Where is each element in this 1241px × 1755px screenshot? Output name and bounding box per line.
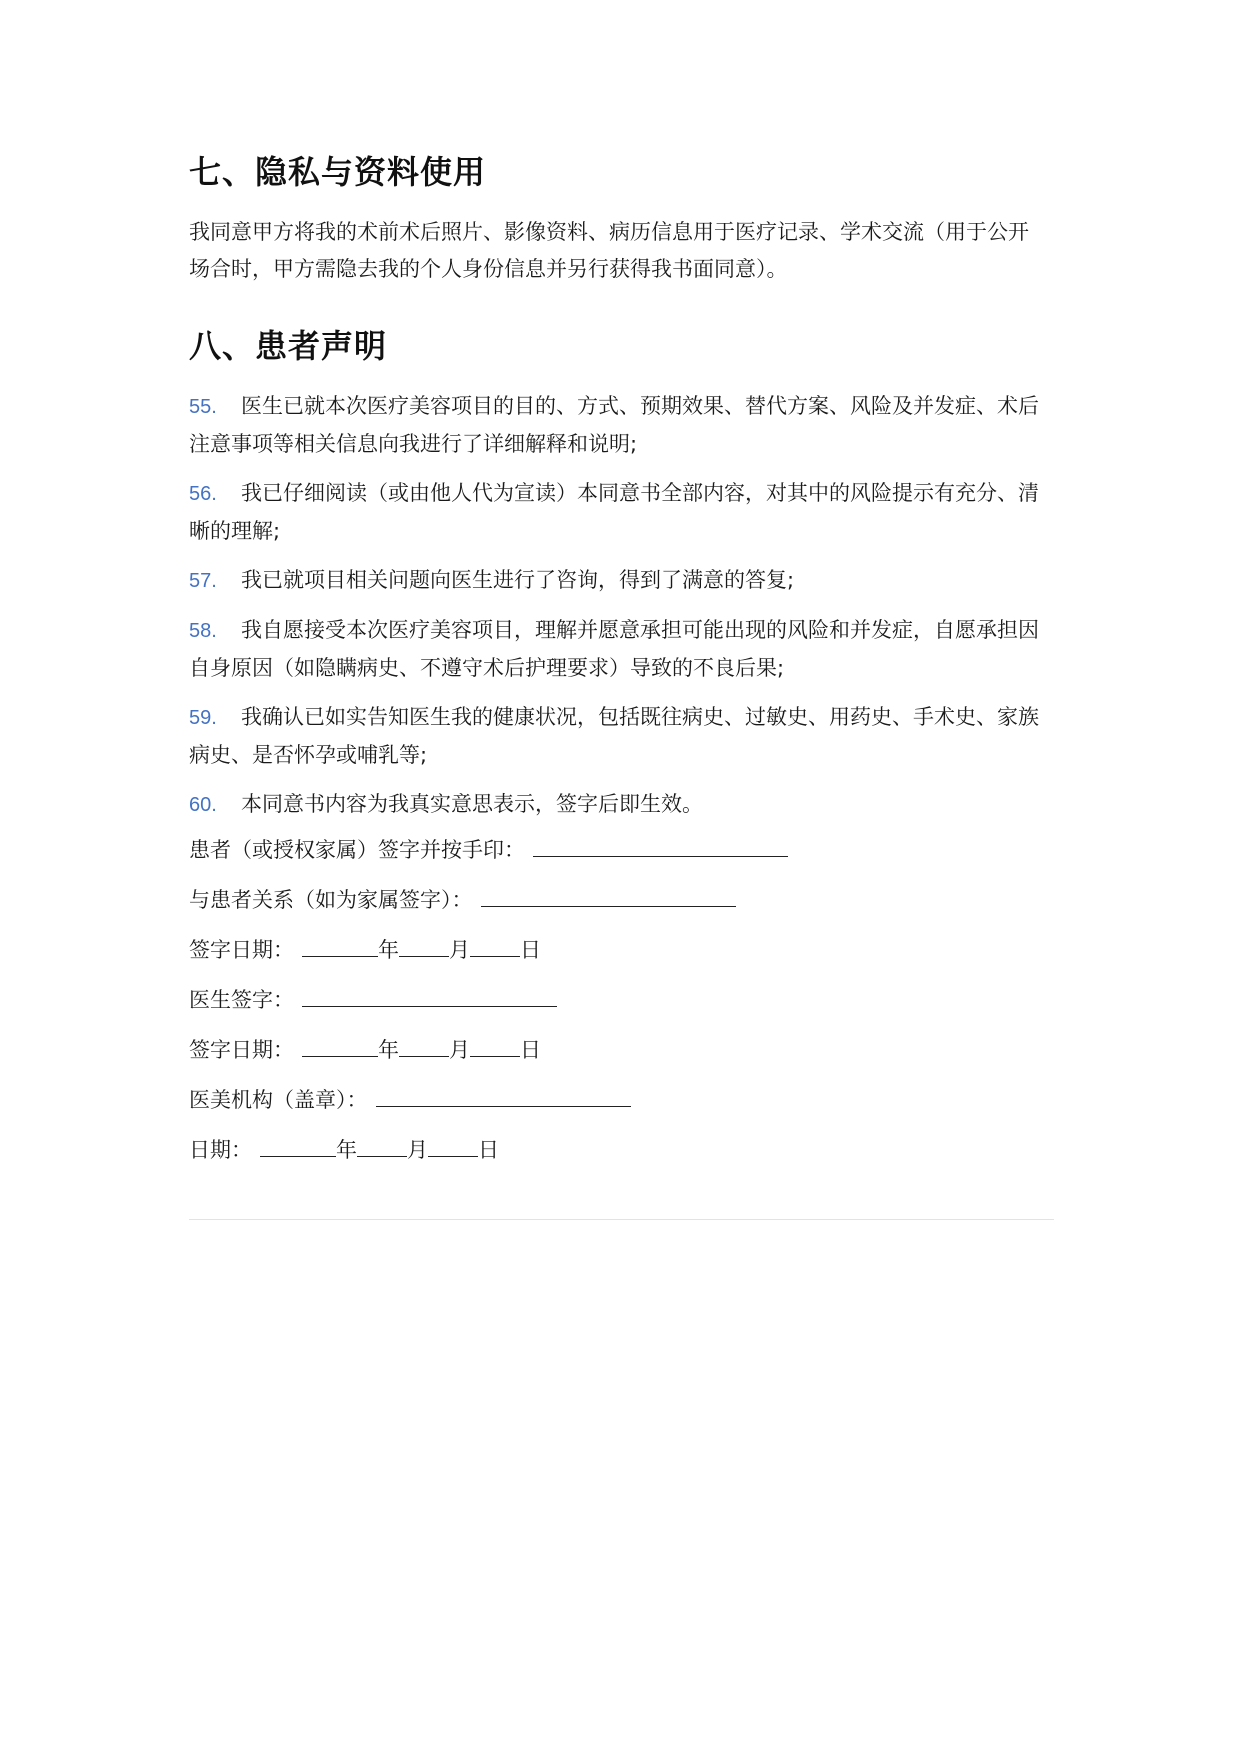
horizontal-rule — [189, 1219, 1054, 1220]
institution-label: 医美机构（盖章）： — [189, 1088, 368, 1112]
list-item — [189, 388, 1049, 463]
list-item — [189, 786, 1049, 824]
list-item — [189, 475, 1049, 550]
day-field[interactable] — [470, 1032, 520, 1057]
sign-date-row-2 — [189, 1032, 1049, 1082]
year-field[interactable] — [302, 932, 378, 957]
day-label: 日 — [520, 938, 541, 962]
signature-block — [189, 832, 1049, 1182]
month-field[interactable] — [399, 1032, 449, 1057]
day-label: 日 — [520, 1038, 541, 1062]
year-label: 年 — [378, 938, 399, 962]
section-7-heading: 七、隐私与资料使用 — [189, 153, 487, 191]
sign-date-label: 签字日期： — [189, 938, 294, 962]
doctor-signature-row — [189, 982, 1049, 1032]
item-text: 我已就项目相关问题向医生进行了咨询，得到了满意的答复; — [241, 568, 795, 592]
month-label: 月 — [449, 938, 470, 962]
relation-field[interactable] — [481, 882, 736, 907]
item-number: 58. — [189, 620, 217, 642]
patient-signature-label: 患者（或授权家属）签字并按手印： — [189, 838, 525, 862]
relation-label: 与患者关系（如为家属签字）： — [189, 888, 473, 912]
list-item — [189, 699, 1049, 774]
item-number: 60. — [189, 794, 217, 816]
item-number: 59. — [189, 707, 217, 729]
date-row — [189, 1132, 1049, 1182]
relation-row — [189, 882, 1049, 932]
doctor-signature-field[interactable] — [302, 982, 557, 1007]
day-field[interactable] — [470, 932, 520, 957]
date-label: 日期： — [189, 1138, 252, 1162]
institution-row — [189, 1082, 1049, 1132]
sign-date-row-1 — [189, 932, 1049, 982]
section-7-paragraph: 我同意甲方将我的术前术后照片、影像资料、病历信息用于医疗记录、学术交流（用于公开场合时，甲方需隐去我的个人身份信息并另行获得我书面同意）。 — [189, 220, 1029, 281]
item-text: 本同意书内容为我真实意思表示，签字后即生效。 — [241, 792, 703, 816]
month-field[interactable] — [357, 1132, 407, 1157]
year-label: 年 — [336, 1138, 357, 1162]
item-text: 我确认已如实告知医生我的健康状况，包括既往病史、过敏史、用药史、手术史、家族病史、是否怀孕或哺乳等; — [189, 705, 1039, 767]
declaration-list — [189, 388, 1049, 836]
list-item — [189, 562, 1049, 600]
item-text: 我自愿接受本次医疗美容项目，理解并愿意承担可能出现的风险和并发症，自愿承担因自身原因（如隐瞒病史、不遵守术后护理要求）导致的不良后果; — [189, 618, 1039, 680]
day-field[interactable] — [428, 1132, 478, 1157]
institution-stamp-field[interactable] — [376, 1082, 631, 1107]
month-field[interactable] — [399, 932, 449, 957]
year-label: 年 — [378, 1038, 399, 1062]
item-text: 我已仔细阅读（或由他人代为宣读）本同意书全部内容，对其中的风险提示有充分、清晰的理解; — [189, 481, 1039, 543]
patient-signature-field[interactable] — [533, 832, 788, 857]
item-number: 55. — [189, 396, 217, 418]
section-8-heading: 八、患者声明 — [189, 327, 388, 365]
day-label: 日 — [478, 1138, 499, 1162]
doctor-signature-label: 医生签字： — [189, 988, 294, 1012]
patient-signature-row — [189, 832, 1049, 882]
list-item — [189, 612, 1049, 687]
month-label: 月 — [407, 1138, 428, 1162]
sign-date-label: 签字日期： — [189, 1038, 294, 1062]
month-label: 月 — [449, 1038, 470, 1062]
item-text: 医生已就本次医疗美容项目的目的、方式、预期效果、替代方案、风险及并发症、术后注意事项等相关信息向我进行了详细解释和说明; — [189, 394, 1039, 456]
year-field[interactable] — [302, 1032, 378, 1057]
year-field[interactable] — [260, 1132, 336, 1157]
item-number: 56. — [189, 483, 217, 505]
item-number: 57. — [189, 570, 217, 592]
